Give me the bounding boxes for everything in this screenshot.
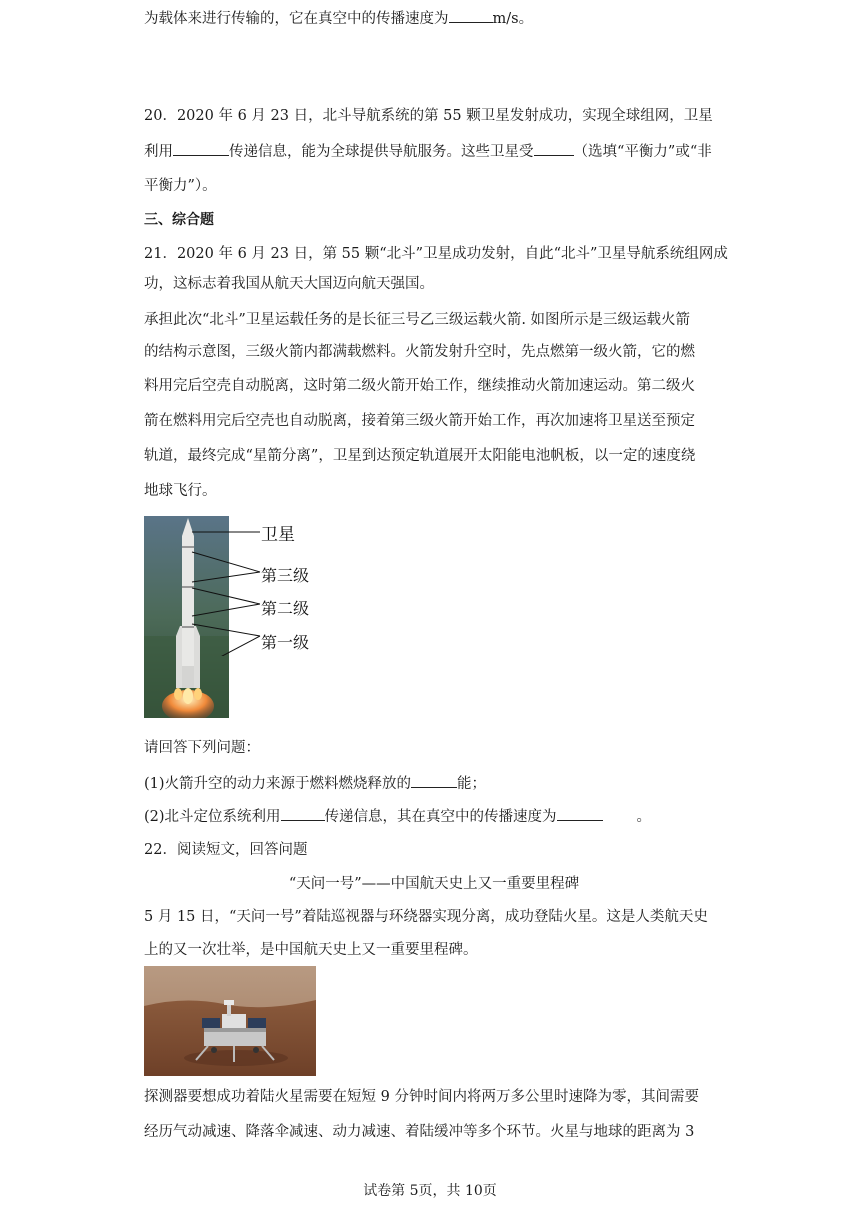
paragraph-line: 的结构示意图，三级火箭内都满载燃料。火箭发射升空时，先点燃第一级火箭，它的燃 [144,344,695,360]
paragraph-line: 地球飞行。 [144,483,217,499]
question-20-line1: 20．2020 年 6 月 23 日，北斗导航系统的第 55 颗卫星发射成功，实现全球组网，卫星 [144,108,713,124]
text: 。 [636,809,652,825]
article-title: “天问一号”——中国航天史上又一重要里程碑 [288,876,580,892]
text-line [144,8,724,29]
answer-blank [449,8,493,23]
text: 为载体来进行传输的，它在真空中的传播速度为 [144,11,449,27]
article-line: 上的又一次壮举，是中国航天史上又一重要里程碑。 [144,942,478,958]
mars-rover-photo [144,966,316,1076]
section-heading: 三、综合题 [144,212,214,228]
paragraph-line: 轨道，最终完成“星箭分离”，卫星到达预定轨道展开太阳能电池帆板，以一定的速度绕 [144,448,696,464]
label-satellite: 卫星 [261,525,295,545]
prompt-line: 请回答下列问题： [144,740,260,756]
label-leader-lines [190,516,270,656]
answer-blank [557,806,603,821]
question-21-line2: 功，这标志着我国从航天大国迈向航天强国。 [144,276,434,292]
question-20-line2 [144,141,724,162]
article-line: 经历气动减速、降落伞减速、动力减速、着陆缓冲等多个环节。火星与地球的距离为 3 [144,1124,695,1140]
text: m/s。 [492,11,534,27]
paragraph-line: 承担此次“北斗”卫星运载任务的是长征三号乙三级运载火箭. 如图所示是三级运载火箭 [144,312,691,328]
answer-blank [281,806,325,821]
text: (1)火箭升空的动力来源于燃料燃烧释放的 [144,776,412,792]
text: （选填“平衡力”或“非 [573,144,712,160]
question-22: 22．阅读短文，回答问题 [144,842,308,858]
answer-blank [411,773,457,788]
article-line: 探测器要想成功着陆火星需要在短短 9 分钟时间内将两万多公里时速降为零，其间需要 [144,1089,699,1105]
text: 传递信息，能为全球提供导航服务。这些卫星受 [229,144,534,160]
answer-blank [173,141,229,156]
mars-rover-image [144,966,316,1076]
label-stage-three: 第三级 [261,566,310,585]
subquestion-1 [144,773,724,794]
text: 能； [457,776,487,792]
question-21-line1: 21．2020 年 6 月 23 日，第 55 颗“北斗”卫星成功发射，自此“北斗”卫星导航系统组网成 [144,246,728,262]
answer-blank [534,141,574,156]
text: (2)北斗定位系统利用 [144,809,281,825]
text: 利用 [144,144,173,160]
text: 传递信息，其在真空中的传播速度为 [324,809,557,825]
article-line: 5 月 15 日，“天问一号”着陆巡视器与环绕器实现分离，成功登陆火星。这是人类航天史 [144,909,708,925]
label-stage-two: 第二级 [261,599,310,618]
question-20-line3: 平衡力”）。 [144,178,217,194]
subquestion-2 [144,806,724,827]
paragraph-line: 箭在燃料用完后空壳也自动脱离，接着第三级火箭开始工作，再次加速将卫星送至预定 [144,413,695,429]
page-footer: 试卷第 5页，共 10页 [363,1183,497,1199]
paragraph-line: 料用完后空壳自动脱离，这时第二级火箭开始工作，继续推动火箭加速运动。第二级火 [144,378,695,394]
label-stage-one: 第一级 [261,633,310,652]
